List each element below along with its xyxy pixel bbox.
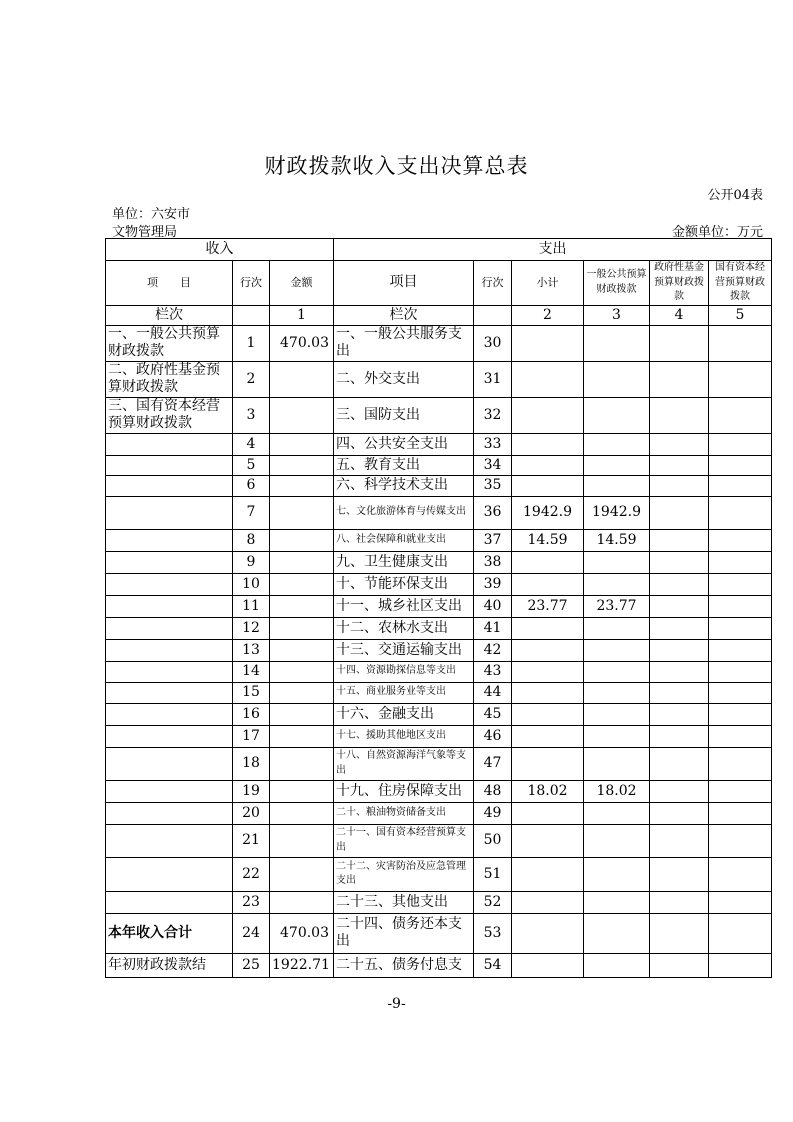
income-line: 10	[233, 573, 270, 595]
expense-state	[709, 433, 772, 455]
expense-state	[709, 703, 772, 725]
expense-line: 39	[474, 573, 512, 595]
expense-line: 33	[474, 433, 512, 455]
expense-subtotal: 14.59	[512, 529, 584, 551]
expense-fund	[650, 725, 709, 747]
expense-fund	[650, 824, 709, 857]
income-line: 18	[233, 747, 270, 780]
column-index: 4	[650, 305, 709, 325]
expense-state	[709, 496, 772, 529]
table-row	[106, 455, 772, 475]
column-index: 5	[709, 305, 772, 325]
expense-general: 1942.9	[584, 496, 650, 529]
income-item	[106, 529, 233, 551]
income-amount	[270, 595, 334, 617]
table-row	[106, 639, 772, 661]
expense-fund	[650, 455, 709, 475]
income-item	[106, 780, 233, 802]
income-item	[106, 682, 233, 703]
table-row	[106, 913, 772, 953]
expense-subtotal	[512, 639, 584, 661]
table-row	[106, 857, 772, 891]
expense-item: 二、外交支出	[334, 361, 474, 397]
column-index: 3	[584, 305, 650, 325]
expense-line: 45	[474, 703, 512, 725]
table-row	[106, 325, 772, 361]
empty-cell	[474, 305, 512, 325]
unit-label-line1: 单位：六安市	[112, 207, 191, 222]
expense-state	[709, 397, 772, 433]
table-row	[106, 529, 772, 551]
expense-fund	[650, 617, 709, 639]
income-line: 22	[233, 857, 270, 891]
income-line: 23	[233, 891, 270, 913]
lanci-label: 栏次	[334, 305, 474, 325]
income-item	[106, 703, 233, 725]
income-line: 2	[233, 361, 270, 397]
col-exp-item-header: 项目	[334, 261, 474, 306]
income-amount	[270, 397, 334, 433]
expense-subtotal	[512, 913, 584, 953]
expense-item: 六、科学技术支出	[334, 475, 474, 496]
expense-item: 七、文化旅游体育与传媒支出	[334, 496, 474, 529]
expense-item: 三、国防支出	[334, 397, 474, 433]
expense-item: 十二、农林水支出	[334, 617, 474, 639]
table-row	[106, 725, 772, 747]
expense-subtotal	[512, 682, 584, 703]
expense-item: 二十一、国有资本经营预算支出	[334, 824, 474, 857]
expense-subtotal	[512, 953, 584, 977]
col-amount-header: 金额	[270, 261, 334, 306]
expense-fund	[650, 475, 709, 496]
expense-subtotal	[512, 475, 584, 496]
income-item	[106, 725, 233, 747]
expense-line: 54	[474, 953, 512, 977]
page-title: 财政拨款收入支出决算总表	[264, 154, 529, 178]
expense-line: 50	[474, 824, 512, 857]
expense-line: 47	[474, 747, 512, 780]
income-amount	[270, 780, 334, 802]
expense-item: 二十、粮油物资储备支出	[334, 802, 474, 824]
expense-line: 46	[474, 725, 512, 747]
income-amount	[270, 891, 334, 913]
table-row	[106, 595, 772, 617]
expense-item: 十七、援助其他地区支出	[334, 725, 474, 747]
col-subtotal-header: 小计	[512, 261, 584, 306]
table-row	[106, 780, 772, 802]
expense-fund	[650, 496, 709, 529]
expense-general	[584, 913, 650, 953]
expense-state	[709, 661, 772, 682]
income-amount	[270, 496, 334, 529]
expense-state	[709, 747, 772, 780]
income-line: 17	[233, 725, 270, 747]
expense-fund	[650, 913, 709, 953]
expense-general	[584, 682, 650, 703]
expense-subtotal	[512, 361, 584, 397]
table-row	[106, 475, 772, 496]
expense-general	[584, 573, 650, 595]
income-item	[106, 857, 233, 891]
expense-state	[709, 891, 772, 913]
expense-item: 十八、自然资源海洋气象等支出	[334, 747, 474, 780]
income-line: 20	[233, 802, 270, 824]
unit-label-line2: 文物管理局	[112, 225, 178, 240]
table-row	[106, 747, 772, 780]
expense-state	[709, 617, 772, 639]
expense-item: 五、教育支出	[334, 455, 474, 475]
expense-fund	[650, 891, 709, 913]
income-line: 16	[233, 703, 270, 725]
income-line: 8	[233, 529, 270, 551]
income-item	[106, 617, 233, 639]
col-exp-line-header: 行次	[474, 261, 512, 306]
expense-general	[584, 802, 650, 824]
income-item	[106, 639, 233, 661]
income-line: 13	[233, 639, 270, 661]
income-amount	[270, 703, 334, 725]
table-row	[106, 573, 772, 595]
expense-item: 十六、金融支出	[334, 703, 474, 725]
expense-fund	[650, 747, 709, 780]
expense-subtotal	[512, 725, 584, 747]
expense-fund	[650, 682, 709, 703]
expense-line: 41	[474, 617, 512, 639]
income-item	[106, 551, 233, 573]
expense-item: 八、社会保障和就业支出	[334, 529, 474, 551]
expense-line: 32	[474, 397, 512, 433]
expense-subtotal	[512, 661, 584, 682]
income-item: 一、一般公共预算财政拨款	[106, 325, 233, 361]
expense-line: 49	[474, 802, 512, 824]
expense-state	[709, 573, 772, 595]
expense-line: 38	[474, 551, 512, 573]
expense-general	[584, 725, 650, 747]
expense-state	[709, 551, 772, 573]
table-row	[106, 891, 772, 913]
income-header: 收入	[106, 239, 334, 261]
income-line: 15	[233, 682, 270, 703]
expense-general	[584, 747, 650, 780]
expense-line: 30	[474, 325, 512, 361]
expense-state	[709, 325, 772, 361]
expense-subtotal: 18.02	[512, 780, 584, 802]
expense-fund	[650, 551, 709, 573]
expense-general	[584, 617, 650, 639]
expense-general	[584, 857, 650, 891]
expense-state	[709, 953, 772, 977]
expense-fund	[650, 953, 709, 977]
expense-line: 48	[474, 780, 512, 802]
col-line-header: 行次	[233, 261, 270, 306]
income-line: 19	[233, 780, 270, 802]
expense-fund	[650, 573, 709, 595]
income-item	[106, 891, 233, 913]
income-line: 11	[233, 595, 270, 617]
expense-state	[709, 595, 772, 617]
expense-item: 一、一般公共服务支出	[334, 325, 474, 361]
expense-line: 52	[474, 891, 512, 913]
income-line: 1	[233, 325, 270, 361]
expense-subtotal	[512, 802, 584, 824]
expense-line: 34	[474, 455, 512, 475]
expense-subtotal	[512, 891, 584, 913]
amount-unit-label: 金额单位：万元	[671, 225, 763, 240]
expense-subtotal	[512, 747, 584, 780]
income-line: 6	[233, 475, 270, 496]
table-row	[106, 397, 772, 433]
expense-fund	[650, 595, 709, 617]
expense-state	[709, 475, 772, 496]
expense-general: 18.02	[584, 780, 650, 802]
expense-state	[709, 529, 772, 551]
expense-fund	[650, 703, 709, 725]
income-item: 本年收入合计	[106, 913, 233, 953]
expense-fund	[650, 529, 709, 551]
income-line: 12	[233, 617, 270, 639]
table-row	[106, 703, 772, 725]
expense-line: 42	[474, 639, 512, 661]
income-amount: 470.03	[270, 913, 334, 953]
table-row	[106, 682, 772, 703]
income-item: 年初财政拨款结	[106, 953, 233, 977]
expense-subtotal: 23.77	[512, 595, 584, 617]
expense-general	[584, 824, 650, 857]
expense-fund	[650, 780, 709, 802]
expense-fund	[650, 857, 709, 891]
expense-general	[584, 325, 650, 361]
expense-line: 43	[474, 661, 512, 682]
income-item	[106, 661, 233, 682]
income-amount	[270, 639, 334, 661]
col-state-header: 国有资本经营预算财政拨款	[709, 261, 772, 306]
income-item	[106, 595, 233, 617]
column-index: 1	[270, 305, 334, 325]
expense-state	[709, 913, 772, 953]
income-line: 7	[233, 496, 270, 529]
expense-fund	[650, 361, 709, 397]
expense-general	[584, 397, 650, 433]
expense-general: 14.59	[584, 529, 650, 551]
income-line: 5	[233, 455, 270, 475]
expense-fund	[650, 397, 709, 433]
income-item: 三、国有资本经营预算财政拨款	[106, 397, 233, 433]
expense-item: 二十二、灾害防治及应急管理支出	[334, 857, 474, 891]
income-line: 21	[233, 824, 270, 857]
income-amount	[270, 551, 334, 573]
form-number: 公开04表	[707, 188, 763, 203]
expense-item: 二十四、债务还本支出	[334, 913, 474, 953]
expense-item: 二十三、其他支出	[334, 891, 474, 913]
income-amount	[270, 802, 334, 824]
income-amount	[270, 857, 334, 891]
expense-general: 23.77	[584, 595, 650, 617]
income-item	[106, 747, 233, 780]
expense-state	[709, 780, 772, 802]
expense-state	[709, 455, 772, 475]
expense-state	[709, 725, 772, 747]
table-row	[106, 617, 772, 639]
income-line: 3	[233, 397, 270, 433]
income-line: 9	[233, 551, 270, 573]
expense-general	[584, 455, 650, 475]
income-amount	[270, 455, 334, 475]
expense-line: 36	[474, 496, 512, 529]
col-item-header: 项 目	[106, 261, 233, 306]
expense-subtotal	[512, 857, 584, 891]
expense-line: 35	[474, 475, 512, 496]
expense-state	[709, 361, 772, 397]
expense-fund	[650, 661, 709, 682]
expense-fund	[650, 802, 709, 824]
expense-general	[584, 551, 650, 573]
income-amount: 470.03	[270, 325, 334, 361]
expense-item: 十九、住房保障支出	[334, 780, 474, 802]
expense-item: 十一、城乡社区支出	[334, 595, 474, 617]
expense-subtotal	[512, 617, 584, 639]
table-row	[106, 661, 772, 682]
expense-item: 四、公共安全支出	[334, 433, 474, 455]
expense-fund	[650, 639, 709, 661]
page-number: -9-	[387, 996, 406, 1012]
col-general-header: 一般公共预算财政拨款	[584, 261, 650, 306]
expense-line: 53	[474, 913, 512, 953]
income-item	[106, 496, 233, 529]
expense-subtotal	[512, 551, 584, 573]
expense-state	[709, 857, 772, 891]
expense-subtotal: 1942.9	[512, 496, 584, 529]
expense-general	[584, 953, 650, 977]
income-amount	[270, 682, 334, 703]
expense-subtotal	[512, 455, 584, 475]
empty-cell	[233, 305, 270, 325]
expense-subtotal	[512, 397, 584, 433]
income-line: 14	[233, 661, 270, 682]
expense-general	[584, 891, 650, 913]
income-item	[106, 573, 233, 595]
expense-line: 40	[474, 595, 512, 617]
expense-general	[584, 703, 650, 725]
expense-subtotal	[512, 573, 584, 595]
expense-header: 支出	[334, 239, 772, 261]
expense-fund	[650, 325, 709, 361]
income-amount	[270, 661, 334, 682]
income-amount	[270, 747, 334, 780]
table-row	[106, 953, 772, 977]
table-row	[106, 824, 772, 857]
lanci-label: 栏次	[106, 305, 233, 325]
income-amount	[270, 361, 334, 397]
expense-state	[709, 824, 772, 857]
column-index: 2	[512, 305, 584, 325]
income-item: 二、政府性基金预算财政拨款	[106, 361, 233, 397]
income-amount	[270, 433, 334, 455]
budget-table	[105, 238, 772, 978]
expense-item: 十四、资源勘探信息等支出	[334, 661, 474, 682]
income-amount	[270, 475, 334, 496]
expense-subtotal	[512, 325, 584, 361]
expense-general	[584, 661, 650, 682]
expense-line: 44	[474, 682, 512, 703]
income-amount	[270, 725, 334, 747]
expense-item: 十三、交通运输支出	[334, 639, 474, 661]
expense-subtotal	[512, 433, 584, 455]
expense-line: 51	[474, 857, 512, 891]
expense-item: 十、节能环保支出	[334, 573, 474, 595]
income-amount	[270, 573, 334, 595]
expense-subtotal	[512, 703, 584, 725]
expense-item: 十五、商业服务业等支出	[334, 682, 474, 703]
expense-state	[709, 639, 772, 661]
expense-state	[709, 802, 772, 824]
table-row	[106, 433, 772, 455]
expense-item: 九、卫生健康支出	[334, 551, 474, 573]
income-amount	[270, 529, 334, 551]
table-row	[106, 496, 772, 529]
income-item	[106, 433, 233, 455]
income-amount	[270, 824, 334, 857]
expense-subtotal	[512, 824, 584, 857]
income-item	[106, 475, 233, 496]
income-amount	[270, 617, 334, 639]
income-line: 24	[233, 913, 270, 953]
expense-item: 二十五、债务付息支	[334, 953, 474, 977]
income-item	[106, 455, 233, 475]
table-row	[106, 551, 772, 573]
expense-general	[584, 475, 650, 496]
expense-line: 31	[474, 361, 512, 397]
expense-general	[584, 433, 650, 455]
table-row	[106, 361, 772, 397]
income-line: 4	[233, 433, 270, 455]
income-amount: 1922.71	[270, 953, 334, 977]
expense-state	[709, 682, 772, 703]
expense-fund	[650, 433, 709, 455]
income-line: 25	[233, 953, 270, 977]
expense-general	[584, 639, 650, 661]
income-item	[106, 802, 233, 824]
expense-general	[584, 361, 650, 397]
expense-line: 37	[474, 529, 512, 551]
col-fund-header: 政府性基金预算财政拨款	[650, 261, 709, 306]
income-item	[106, 824, 233, 857]
table-row	[106, 802, 772, 824]
